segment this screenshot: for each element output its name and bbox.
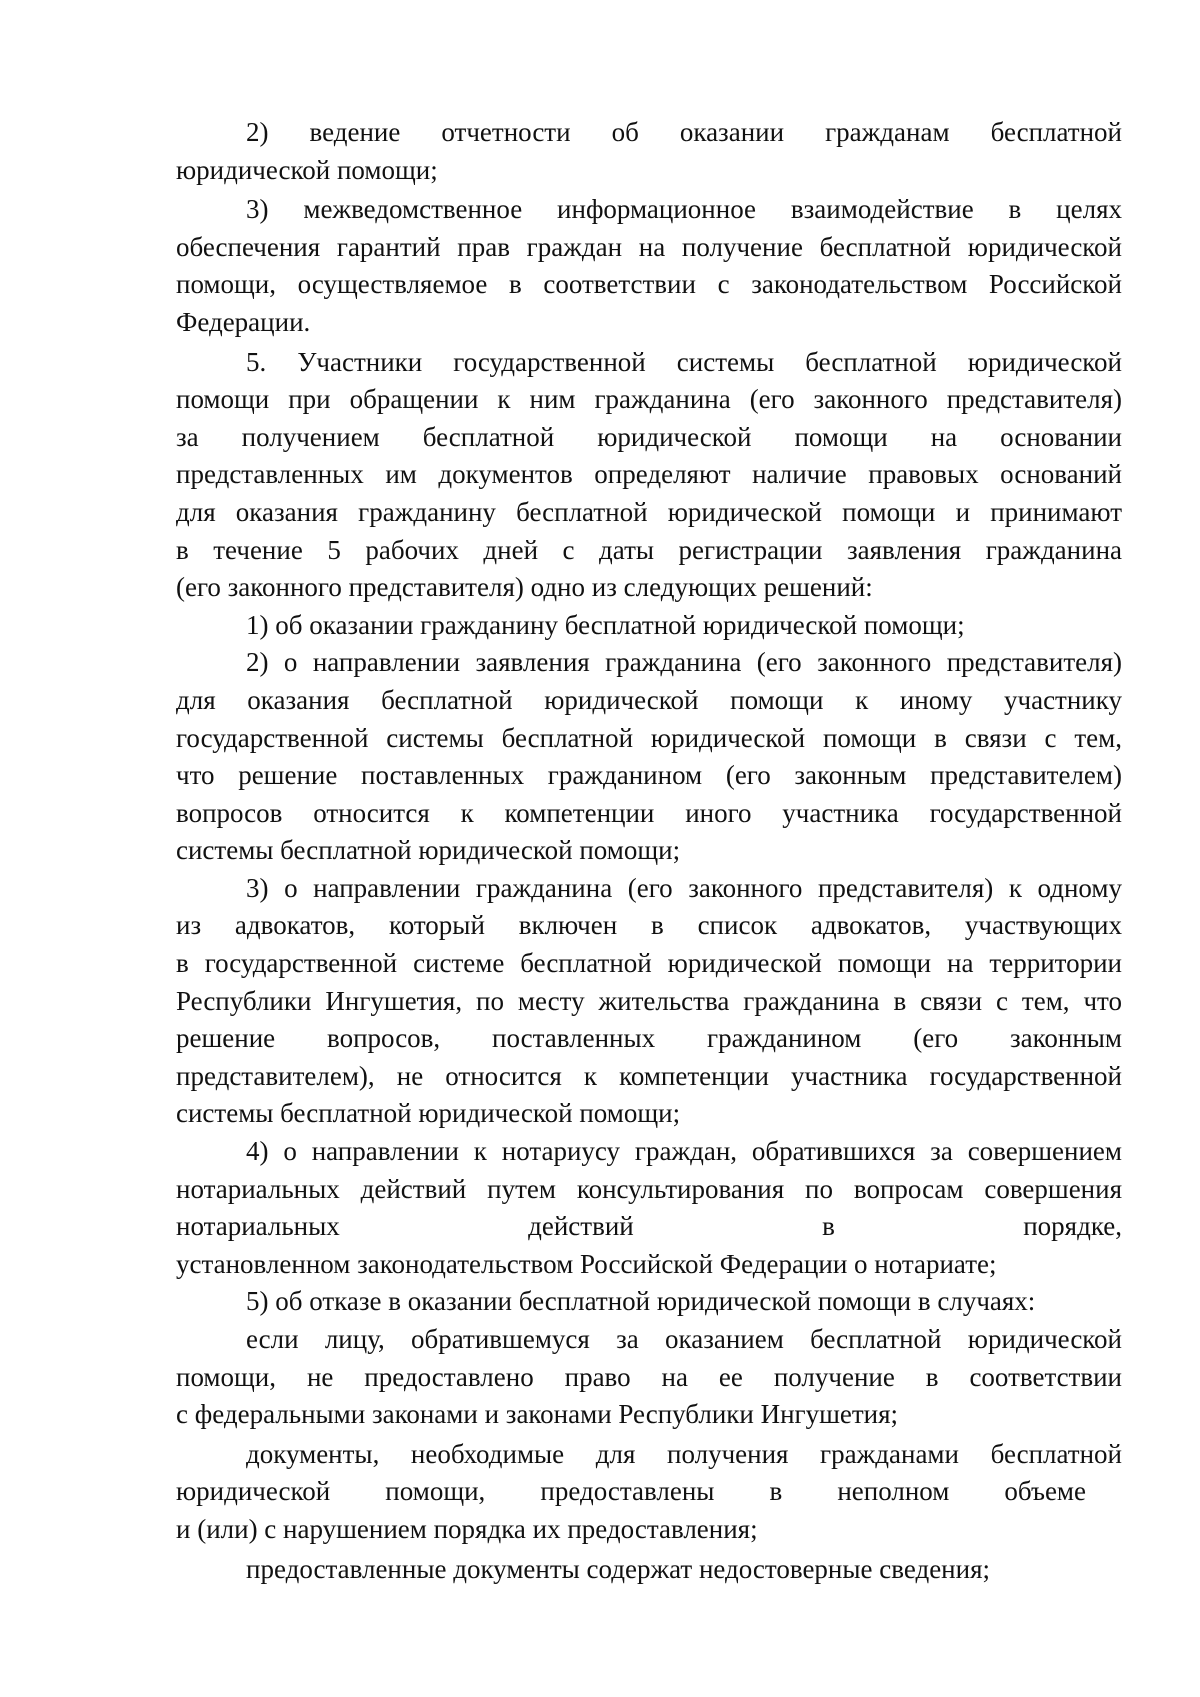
text-line: юридической помощи; bbox=[176, 154, 438, 185]
text-line: нотариальных действий путем консультирования по вопросам совершения bbox=[176, 1173, 1122, 1204]
paragraph-decision-2 bbox=[176, 644, 1122, 870]
text-line: нотариальных действий в порядке, bbox=[176, 1211, 1122, 1242]
text-line: установленном законодательством Российской Федерации о нотариате; bbox=[176, 1248, 997, 1279]
paragraph-decision-1 bbox=[176, 607, 1122, 645]
text-line: представителем), не относится к компетенции участника государственной bbox=[176, 1060, 1122, 1091]
text-line: представленных им документов определяют наличие правовых оснований bbox=[176, 459, 1122, 490]
text-line: 4) о направлении к нотариусу граждан, обратившихся за совершением bbox=[246, 1136, 1122, 1167]
text-line: и (или) с нарушением порядка их предоставления; bbox=[176, 1513, 758, 1544]
text-line: документы, необходимые для получения гражданами бесплатной bbox=[246, 1438, 1122, 1469]
text-line: 3) межведомственное информационное взаимодействие в целях bbox=[246, 194, 1122, 225]
text-line: Республики Ингушетия, по месту жительства гражданина в связи с тем, что bbox=[176, 985, 1122, 1016]
paragraph-decision-5 bbox=[176, 1283, 1122, 1321]
text-line: помощи при обращении к ним гражданина (его законного представителя) bbox=[176, 384, 1122, 415]
text-line: 5. Участники государственной системы бесплатной юридической bbox=[246, 346, 1122, 377]
paragraph-refusal-case-2 bbox=[176, 1436, 1122, 1549]
text-line: если лицу, обратившемуся за оказанием бесплатной юридической bbox=[246, 1324, 1122, 1354]
text-line: в течение 5 рабочих дней с даты регистрации заявления гражданина bbox=[176, 534, 1122, 565]
text-line: системы бесплатной юридической помощи; bbox=[176, 1098, 681, 1129]
text-line: системы бесплатной юридической помощи; bbox=[176, 835, 681, 866]
paragraph-item-3-interagency bbox=[176, 191, 1122, 341]
text-line: 2) ведение отчетности об оказании гражданам бесплатной bbox=[246, 117, 1122, 147]
text-line: (его законного представителя) одно из следующих решений: bbox=[176, 572, 873, 603]
text-line: 2) о направлении заявления гражданина (его законного представителя) bbox=[246, 647, 1122, 678]
text-line: предоставленные документы содержат недостоверные сведения; bbox=[246, 1553, 991, 1584]
text-line: что решение поставленных гражданином (его законным представителем) bbox=[176, 760, 1122, 791]
text-line: 5) об отказе в оказании бесплатной юридической помощи в случаях: bbox=[246, 1286, 1036, 1317]
text-line: 3) о направлении гражданина (его законного представителя) к одному bbox=[246, 872, 1122, 903]
text-line: государственной системы бесплатной юридической помощи в связи с тем, bbox=[176, 722, 1122, 753]
text-line: Федерации. bbox=[176, 306, 311, 337]
text-line: юридической помощи, предоставлены в неполном объеме bbox=[176, 1476, 1086, 1507]
text-line: вопросов относится к компетенции иного участника государственной bbox=[176, 797, 1122, 828]
text-line: обеспечения гарантий прав граждан на получение бесплатной юридической bbox=[176, 231, 1122, 262]
text-line: из адвокатов, который включен в список адвокатов, участвующих bbox=[176, 910, 1122, 941]
text-line: помощи, осуществляемое в соответствии с законодательством Российской bbox=[176, 269, 1122, 300]
text-line: для оказания гражданину бесплатной юридической помощи и принимают bbox=[176, 496, 1122, 527]
paragraph-item-2-reporting bbox=[176, 114, 1122, 189]
paragraph-decision-4 bbox=[176, 1133, 1122, 1283]
text-line: 1) об оказании гражданину бесплатной юридической помощи; bbox=[246, 609, 965, 640]
text-line: с федеральными законами и законами Республики Ингушетия; bbox=[176, 1399, 899, 1430]
text-line: для оказания бесплатной юридической помощи к иному участнику bbox=[176, 684, 1122, 715]
paragraph-decision-3 bbox=[176, 870, 1122, 1133]
text-line: помощи, не предоставлено право на ее получение в соответствии bbox=[176, 1361, 1122, 1392]
text-line: в государственной системе бесплатной юридической помощи на территории bbox=[176, 948, 1122, 979]
paragraph-section-5 bbox=[176, 344, 1122, 607]
paragraph-refusal-case-1 bbox=[176, 1321, 1122, 1434]
paragraph-refusal-case-3 bbox=[176, 1551, 1122, 1589]
text-line: решение вопросов, поставленных гражданином (его законным bbox=[176, 1023, 1122, 1054]
document-body bbox=[176, 114, 1122, 1588]
text-line: за получением бесплатной юридической помощи на основании bbox=[176, 421, 1122, 452]
